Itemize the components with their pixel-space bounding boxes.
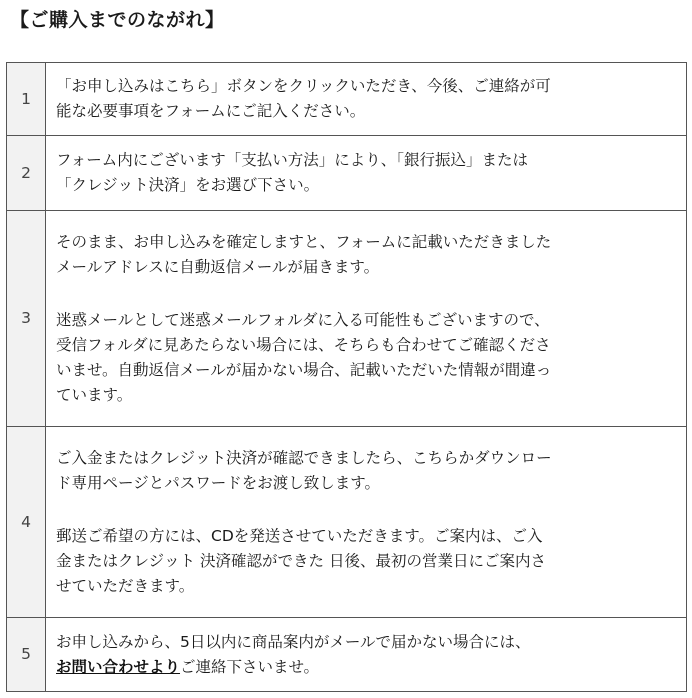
paragraph (56, 148, 678, 198)
step-row-2 (7, 136, 687, 211)
text-line: 郵送ご希望の方には、CDを発送させていただきます。ご案内は、ご入 (56, 526, 543, 545)
text-line: ています。 (56, 385, 133, 404)
text-line: ド専用ページとパスワードをお渡し致します。 (56, 473, 380, 492)
paragraph (56, 308, 678, 408)
paragraph (56, 230, 678, 280)
step-row-3 (7, 211, 687, 427)
step-number: 2 (7, 136, 46, 211)
step-text (46, 136, 687, 211)
text-line: ご入金またはクレジット決済が確認できましたら、こちらかダウンロー (56, 448, 552, 467)
paragraph (56, 446, 678, 496)
paragraph (56, 74, 678, 124)
step-text (46, 63, 687, 136)
text-line: メールアドレスに自動返信メールが届きます。 (56, 257, 380, 276)
text-line: 受信フォルダに見あたらない場合には、そちらも合わせてご確認くださ (56, 335, 551, 354)
text-line: 迷惑メールとして迷惑メールフォルダに入る可能性もございますので、 (56, 310, 550, 329)
step-text (46, 211, 687, 427)
text-line: お申し込みから、5日以内に商品案内がメールで届かない場合には、 (56, 632, 531, 651)
text-line-rest: ご連絡下さいませ。 (180, 657, 320, 676)
step-row-5 (7, 618, 687, 692)
text-line: 「クレジット決済」をお選び下さい。 (56, 176, 320, 194)
text-line (56, 655, 678, 680)
contact-link[interactable]: お問い合わせより (56, 657, 181, 676)
page-title: 【ご購入までのながれ】 (10, 9, 225, 31)
step-text (46, 618, 687, 692)
text-line: 「お申し込みはこちら」ボタンをクリックいただき、今後、ご連絡が可 (56, 77, 551, 95)
step-number: 5 (7, 618, 46, 692)
step-row-1 (7, 63, 687, 136)
step-row-4 (7, 427, 687, 618)
text-line: フォーム内にございます「支払い方法」により、「銀行振込」または (56, 151, 528, 169)
step-number: 1 (7, 63, 46, 136)
purchase-steps-table (6, 62, 687, 692)
step-number: 3 (7, 211, 46, 427)
text-line: そのまま、お申し込みを確定しますと、フォームに記載いただきました (56, 232, 552, 251)
step-text (46, 427, 687, 618)
text-line: せていただきます。 (56, 576, 195, 595)
step-number: 4 (7, 427, 46, 618)
paragraph (56, 630, 678, 680)
paragraph (56, 524, 678, 599)
text-line: 能な必要事項をフォームにご記入ください。 (56, 102, 366, 120)
text-line: 金またはクレジット 決済確認ができた 日後、最初の営業日にご案内さ (56, 551, 546, 570)
text-line: いませ。自動返信メールが届かない場合、記載いただいた情報が間違っ (56, 360, 552, 379)
